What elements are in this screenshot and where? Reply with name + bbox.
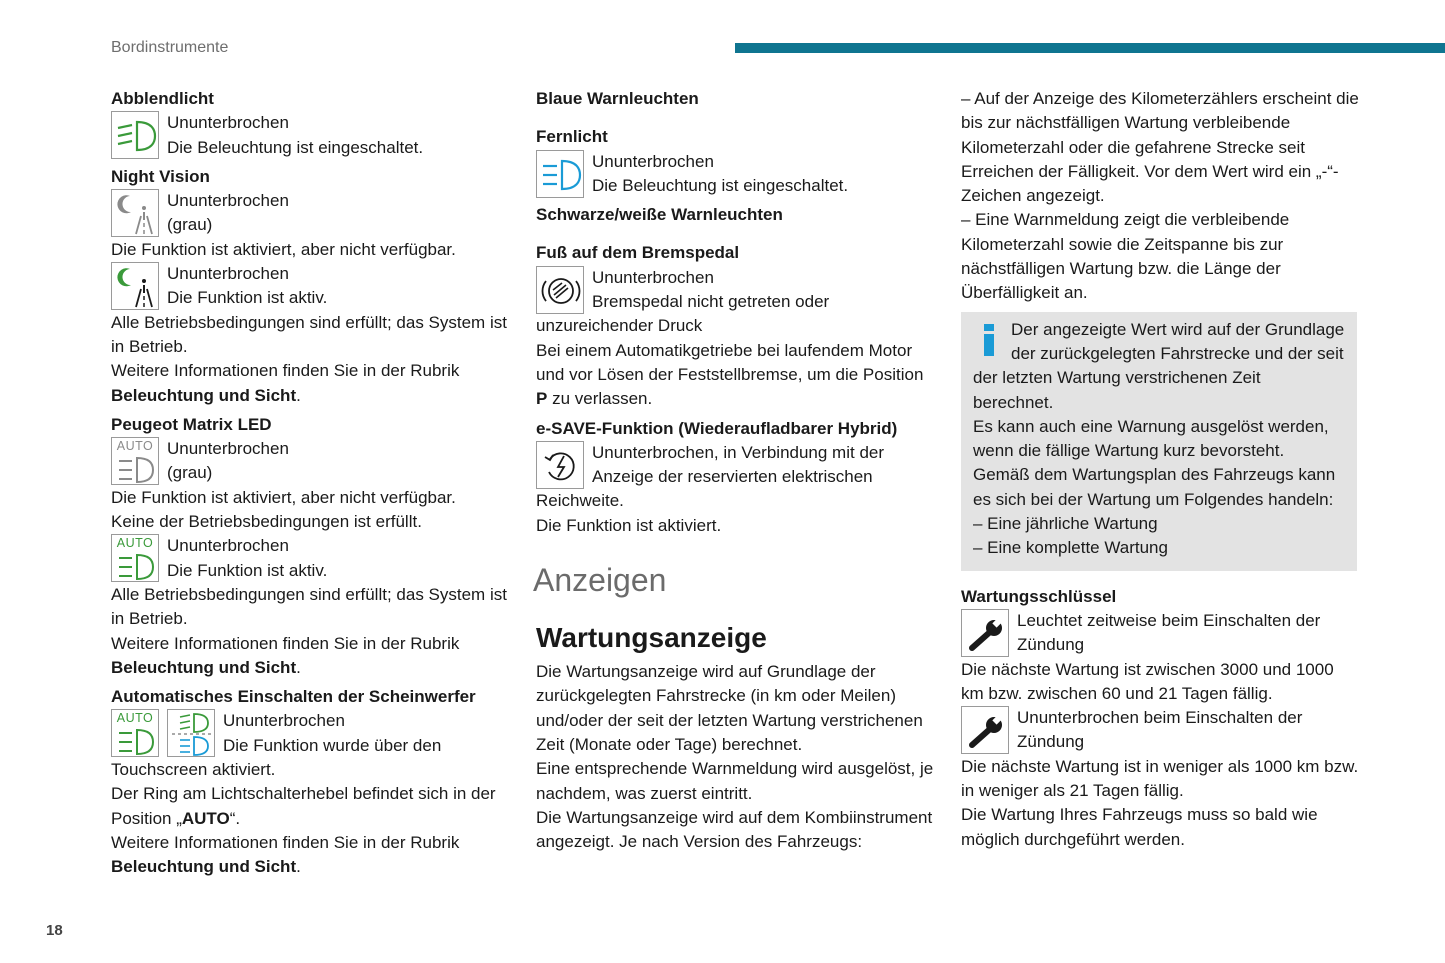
esave-line2: Anzeige der reservierten elektrischen [592, 467, 873, 487]
matrix-led-ref-text: Weitere Informationen finden Sie in der Rubrik [111, 633, 460, 653]
beam-assist-icon [167, 709, 215, 757]
night-vision-text1: Die Funktion ist aktiviert, aber nicht verfügbar. [111, 239, 456, 259]
warning-dash-item: – Eine Warnmeldung zeigt die verbleibende Kilometerzahl sowie die Zeitspanne bis zur nächstfälligen Wartung bzw. die Länge der Überfälligkeit an. [961, 210, 1290, 303]
heading-blue-warning-lights: Blaue Warnleuchten [536, 89, 699, 108]
night-vision-gray-line1: Ununterbrochen [167, 191, 289, 211]
esave-line1: Ununterbrochen, in Verbindung mit der [592, 442, 885, 462]
auto-label-headlights: AUTO [116, 711, 154, 726]
auto-headlights-text1-post: “. [229, 808, 241, 828]
wrench-icon [961, 609, 1009, 657]
wrench-text3: Die Wartung Ihres Fahrzeugs muss so bald wie möglich durchgeführt werden. [961, 805, 1318, 849]
fernlicht-line1: Ununterbrochen [592, 151, 714, 171]
esave-icon [536, 441, 584, 489]
auto-headlights-text1 [111, 782, 509, 831]
brake-line3: unzureichender Druck [536, 316, 703, 336]
night-vision-ref-link: Beleuchtung und Sicht [111, 385, 297, 405]
auto-label-gray: AUTO [116, 439, 154, 454]
info-paragraph3: Gemäß dem Wartungsplan des Fahrzeugs kann es sich bei der Wartung um Folgendes handeln: [973, 465, 1336, 509]
brake-line2: Bremspedal nicht getreten oder [592, 292, 830, 312]
wrench1-line2: Zündung [1017, 635, 1085, 655]
esave-text1: Die Funktion ist aktiviert. [536, 515, 722, 535]
heading-fernlicht: Fernlicht [536, 127, 608, 147]
matrix-led-ref-end: . [296, 657, 301, 677]
matrix-led-text2: Keine der Betriebsbedingungen ist erfüllt. [111, 512, 422, 532]
header-section-label: Bordinstrumente [111, 39, 229, 56]
wartung-paragraph2: Eine entsprechende Warnmeldung wird ausgelöst, je nachdem, was zuerst eintritt. [536, 759, 934, 803]
info-box [961, 312, 1357, 571]
auto-headlights-ref-text: Weitere Informationen finden Sie in der Rubrik [111, 832, 460, 852]
wrench2-line2: Zündung [1017, 732, 1085, 752]
heading-night-vision: Night Vision [111, 166, 210, 186]
auto-headlights-row [111, 709, 509, 758]
matrix-led-text1: Die Funktion ist aktiviert, aber nicht verfügbar. [111, 487, 456, 507]
info-line2: der zurückgelegten Fahrstrecke und der seit [1011, 343, 1344, 363]
abblendlicht-row [111, 111, 509, 160]
info-bullet-annual: – Eine jährliche Wartung [973, 514, 1158, 534]
esave-line3: Reichweite. [536, 491, 624, 511]
esave-row [536, 441, 936, 490]
brake-line1: Ununterbrochen [592, 267, 714, 287]
brake-row [536, 266, 936, 315]
info-paragraph2: Es kann auch eine Warnung ausgelöst werden, wenn die fällige Wartung kurz bevorsteht. [973, 416, 1329, 461]
auto-headlights-text1-pre: Der Ring am Lichtschalterhebel befindet sich in der Position „ [111, 784, 496, 828]
night-vision-ref-end: . [296, 385, 301, 405]
matrix-led-gray-line1: Ununterbrochen [167, 439, 289, 459]
wrench-text1: Die nächste Wartung ist zwischen 3000 und 1000 km bzw. zwischen 60 und 21 Tagen fällig. [961, 659, 1334, 703]
wrench2-line1: Ununterbrochen beim Einschalten der [1017, 708, 1303, 728]
heading-matrix-led: Peugeot Matrix LED [111, 414, 272, 434]
auto-label-green: AUTO [116, 536, 154, 551]
matrix-led-text4 [111, 632, 509, 681]
night-vision-ref-text: Weitere Informationen finden Sie in der Rubrik [111, 361, 460, 381]
wartung-paragraph3: Die Wartungsanzeige wird auf dem Kombiinstrument angezeigt. Je nach Version des Fahrzeugs: [536, 807, 933, 852]
wrench1-line1: Leuchtet zeitweise beim Einschalten der [1017, 610, 1321, 630]
matrix-led-green-line1: Ununterbrochen [167, 536, 289, 556]
header-accent-bar [735, 43, 1445, 53]
matrix-led-auto-green-icon [111, 534, 159, 582]
matrix-led-green-row [111, 534, 509, 583]
auto-headlights-ref-link: Beleuchtung und Sicht [111, 857, 297, 877]
high-beam-blue-icon [536, 150, 584, 198]
info-icon [983, 324, 995, 356]
subsection-title-wartungsanzeige: Wartungsanzeige [536, 622, 767, 654]
low-beam-green-icon [111, 111, 159, 159]
odometer-dash-item: – Auf der Anzeige des Kilometerzählers erscheint die bis zur nächstfälligen Wartung verbleibende Kilometerzahl oder die gefahrene Strecke seit Erreichen der Fälligkeit. Vor dem Wert wird ein „-“-Zeichen angezeigt. [961, 89, 1359, 206]
matrix-led-green-line2: Die Funktion ist aktiv. [167, 560, 328, 580]
brake-text1-bold: P [536, 389, 548, 409]
night-vision-text2: Alle Betriebsbedingungen sind erfüllt; das System ist in Betrieb. [111, 312, 507, 356]
heading-wartungsschluessel: Wartungsschlüssel [961, 586, 1117, 606]
heading-esave: e-SAVE-Funktion (Wiederaufladbarer Hybrid) [536, 418, 898, 438]
brake-text1-post: zu verlassen. [552, 389, 653, 409]
heading-auto-headlights: Automatisches Einschalten der Scheinwerfer [111, 687, 476, 707]
matrix-led-gray-row [111, 437, 509, 486]
matrix-led-gray-line2: (grau) [167, 463, 213, 483]
page-number: 18 [46, 922, 63, 939]
column-3 [961, 87, 1361, 852]
auto-headlights-line3: Touchscreen aktiviert. [111, 760, 276, 780]
fernlicht-line2: Die Beleuchtung ist eingeschaltet. [592, 175, 849, 195]
matrix-led-text3: Alle Betriebsbedingungen sind erfüllt; das System ist in Betrieb. [111, 584, 507, 629]
auto-headlights-text1-bold: AUTO [181, 808, 230, 828]
heading-black-white-lights: Schwarze/weiße Warnleuchten [536, 205, 783, 225]
night-vision-green-line2: Die Funktion ist aktiv. [167, 288, 328, 308]
wrench-row-1 [961, 609, 1361, 658]
wartung-paragraph1: Die Wartungsanzeige wird auf Grundlage der zurückgelegten Fahrstrecke (in km oder Meilen) und/oder der seit der letzten Wartung verstrichenen Zeit (Monate oder Tage) berechnet. [536, 662, 923, 754]
info-bullet-complete: – Eine komplette Wartung [973, 538, 1168, 558]
info-line1: Der angezeigte Wert wird auf der Grundlage [1011, 319, 1345, 339]
column-1 [111, 87, 509, 880]
night-vision-green-line1: Ununterbrochen [167, 264, 289, 284]
night-vision-green-icon [111, 262, 159, 310]
wrench-icon [961, 706, 1009, 754]
section-title-anzeigen: Anzeigen [533, 562, 667, 599]
night-vision-green-row [111, 262, 509, 311]
abblendlicht-line1: Ununterbrochen [167, 113, 289, 133]
info-line3: der letzten Wartung verstrichenen Zeit berechnet. [973, 368, 1261, 412]
fernlicht-row [536, 150, 936, 199]
wrench-text2: Die nächste Wartung ist in weniger als 1000 km bzw. in weniger als 21 Tagen fällig. [961, 756, 1359, 801]
brake-text1 [536, 339, 936, 412]
auto-lights-green-icon [111, 709, 159, 757]
auto-headlights-text2 [111, 831, 509, 880]
brake-text1-pre: Bei einem Automatikgetriebe bei laufendem Motor und vor Lösen der Feststellbremse, um die Position [536, 340, 924, 384]
heading-abblendlicht: Abblendlicht [111, 89, 214, 108]
night-vision-gray-icon [111, 189, 159, 237]
night-vision-gray-row [111, 189, 509, 238]
night-vision-text3 [111, 359, 509, 408]
matrix-led-auto-gray-icon [111, 437, 159, 485]
heading-brake-pedal: Fuß auf dem Bremspedal [536, 243, 740, 263]
abblendlicht-line2: Die Beleuchtung ist eingeschaltet. [167, 137, 424, 157]
auto-headlights-line2: Die Funktion wurde über den [223, 735, 442, 755]
brake-pedal-icon [536, 266, 584, 314]
night-vision-gray-line2: (grau) [167, 215, 213, 235]
column-2 [533, 87, 936, 854]
wrench-row-2 [961, 706, 1361, 755]
matrix-led-ref-link: Beleuchtung und Sicht [111, 657, 297, 677]
auto-headlights-line1: Ununterbrochen [223, 711, 345, 731]
auto-headlights-ref-end: . [296, 857, 301, 877]
